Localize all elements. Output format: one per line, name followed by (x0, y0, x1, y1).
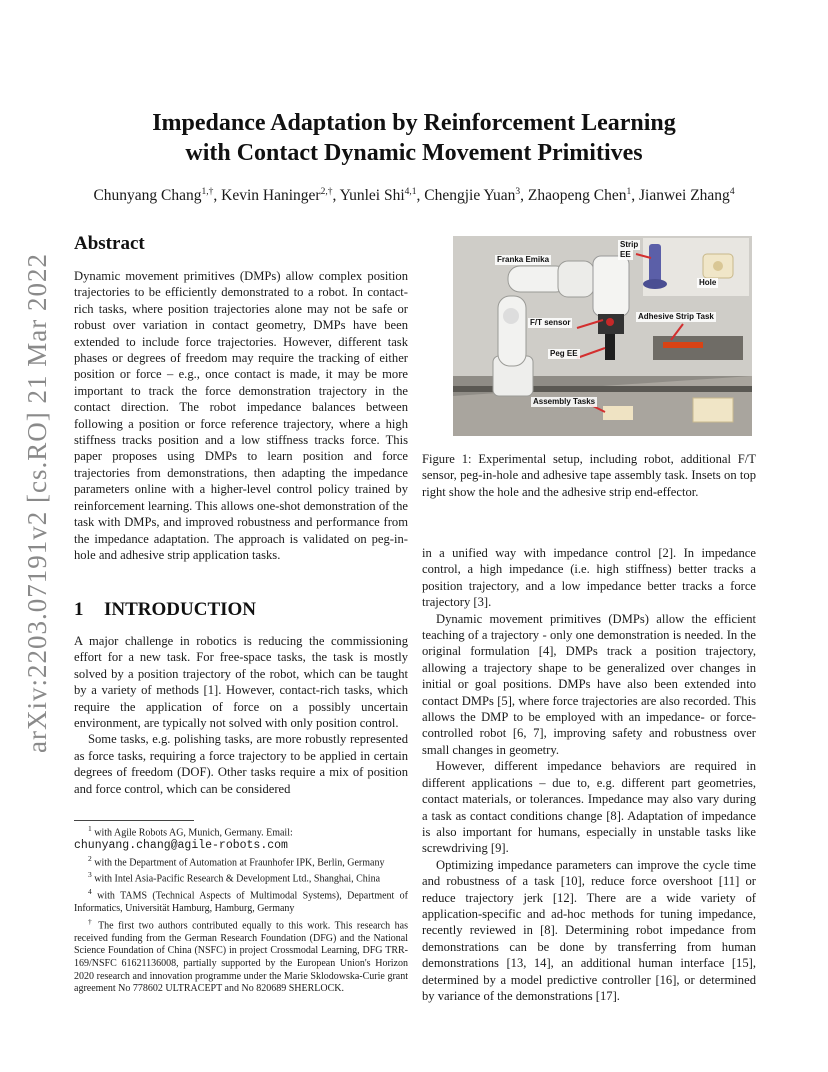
author-affiliation: 1 (626, 187, 632, 197)
email-link[interactable]: chunyang.chang@agile-robots.com (74, 838, 288, 852)
author-affiliation: 1,† (201, 187, 214, 197)
footnotes (74, 823, 408, 996)
footnote-3: $^3$ with Intel Asia-Pacific Research & Development Ltd., Shanghai, China (88, 870, 381, 885)
label-adhesive-strip-task: Adhesive Strip Task (638, 312, 714, 321)
figure-caption: Figure 1: Experimental setup, including robot, additional F/T sensor, peg-in-hole and adhesive tape assembly task. Insets on top right show the hole and the adhesive strip end-effector. (422, 452, 756, 499)
body-paragraph: Some tasks, e.g. polishing tasks, are more robustly represented as force tasks, requiring a force trajectory to be applied in certain degrees of freedom (DOF). Other tasks require a mix of position and force control, which can be considered (74, 732, 408, 796)
section-heading-introduction (74, 599, 256, 621)
footnote-4: $^4$ with TAMS (Technical Aspects of Multimodal Systems), Department of Informatics, Universität Hamburg, Hamburg, Germany (74, 887, 409, 915)
author-affiliation: 4,1 (404, 187, 417, 197)
label-hole: Hole (699, 278, 717, 287)
author-name: Zhaopeng Chen (527, 187, 627, 205)
label-assembly-tasks: Assembly Tasks (533, 397, 596, 406)
label-ee: EE (620, 250, 631, 259)
footnote-2: $^2$ with the Department of Automation at Fraunhofer IPK, Berlin, Germany (88, 853, 385, 868)
body-paragraph: However, different impedance behaviors are required in different applications – due to, e.g. different part geometries, contact materials, or tolerances. Impedance may also vary during a task as contact conditions change [8]. Adaptation of impedance is also important for humans, especially in unstable tasks like screwdriving [9]. (422, 759, 756, 856)
robot-setup-illustration (453, 236, 752, 436)
author-name: Kevin Haninger (221, 187, 321, 205)
label-ft-sensor: F/T sensor (530, 318, 571, 327)
label-strip: Strip (620, 240, 639, 249)
author-list: Chunyang Chang$^{1,\dagger}$, Kevin Haninger$^{2,\dagger}$, Yunlei Shi$^{4,1}$, Chengjie Yuan$^3$, Zhaopeng Chen$^1$, Jianwei Zhang$^4$ (93, 187, 735, 205)
intro-right-column (422, 545, 756, 1004)
title-line-2: with Contact Dynamic Movement Primitives (185, 140, 643, 166)
figure-experimental-setup (453, 236, 752, 436)
section-title: INTRODUCTION (104, 599, 257, 620)
abstract-body (74, 268, 408, 563)
label-peg-ee: Peg EE (550, 349, 578, 358)
body-paragraph: Optimizing impedance parameters can improve the cycle time and robustness of a task [10], reduce force overshoot [11] or reduce trajectory jerk [12]. There are a wide variety of application-specific and ad-hoc methods for tuning impedance, recently reviewed in [8]. Determining robot impedance from demonstrations can be done by transferring from human demonstrations [13, 14], an additional human interface [15], determined by a model predictive controller [16], or determined by variance of the demonstrations [17]. (422, 857, 756, 1003)
section-number: 1 (74, 599, 84, 620)
footnote-5: † The first two authors contributed equally to this work. This research has received funding from the German Research Foundation (DFG) and the National Science Foundation of China (NSFC) in project Crossmodal Learning, DFG TRR-169/NSFC 61621136008, partially supported by the European Union's Horizon 2020 research and innovation programme under the Marie Sklodowska-Curie grant agreement No 778602 ULTRACEPT and No 820689 SHERLOCK. (74, 916, 408, 995)
body-paragraph: in a unified way with impedance control [2]. In impedance control, a high impedance (i.e. high stiffness) better tracks a position trajectory, and a low impedance better tracks a force trajectory [3]. (422, 546, 756, 610)
body-paragraph: A major challenge in robotics is reducing the commissioning effort for a new task. For free-space tasks, the task is mostly solved by a position trajectory of the robot, which can be taught by a variety of methods [1]. However, contact-rich tasks, which require the application of force on a possibly uncertain environment, are typically not solved with only position control. (74, 634, 408, 731)
footnote-1: $^1$ with Agile Robots AG, Munich, Germany. Email: chunyang.chang@agile-robots.com (74, 824, 293, 852)
author-name: Jianwei Zhang (638, 187, 730, 205)
label-franka-emika: Franka Emika (497, 255, 550, 264)
author-affiliation: 3 (515, 187, 521, 197)
paper-title (60, 108, 768, 168)
author-affiliation: 2,† (320, 187, 333, 197)
footnote-divider (74, 820, 194, 821)
author-affiliation: 4 (729, 187, 735, 197)
title-line-1: Impedance Adaptation by Reinforcement Learning (152, 110, 676, 136)
abstract-heading: Abstract (74, 233, 145, 254)
arxiv-identifier: arXiv:2203.07191v2 [cs.RO] 21 Mar 2022 (22, 253, 52, 753)
body-paragraph: Dynamic movement primitives (DMPs) allow the efficient teaching of a trajectory - only one demonstration is needed. In the original formulation [4], DMPs track a position trajectory, allowing a trajectory shape to be generalized over changes in initial or goal positions. DMPs have also been extended into contact DMPs [5], where force trajectories are also recorded. This allows the DMP to be employed with an impedance- or force-controlled robot [6, 7], improving safety and robustness over small changes in geometry. (422, 611, 756, 757)
author-name: Chengjie Yuan (424, 187, 516, 205)
abstract-paragraph: Dynamic movement primitives (DMPs) allow complex position trajectories to be efficiently demonstrated to a robot. In contact-rich tasks, where position trajectories alone may not be safe or robust over variation in contact geometry, DMPs have been extended to include force trajectories. However, different task phases or degrees of freedom may require the tracking of either position or force – e.g., once contact is made, it may be more important to track the force demonstration trajectory in the contact direction. The robot impedance balances between following a position or force reference trajectory, where a high stiffness tracks position and a low stiffness tracks force. This paper proposes using DMPs to learn position and force trajectories from demonstrations, then adapting the impedance parameters online with a higher-level control policy trained by reinforcement learning. This allows one-shot demonstration of the task with DMPs, and improved robustness and performance from the impedance adaptation. The approach is validated on peg-in-hole and adhesive strip application tasks. (74, 269, 408, 562)
author-name: Chunyang Chang (93, 187, 202, 205)
intro-left-column (74, 633, 408, 797)
author-name: Yunlei Shi (339, 187, 405, 205)
